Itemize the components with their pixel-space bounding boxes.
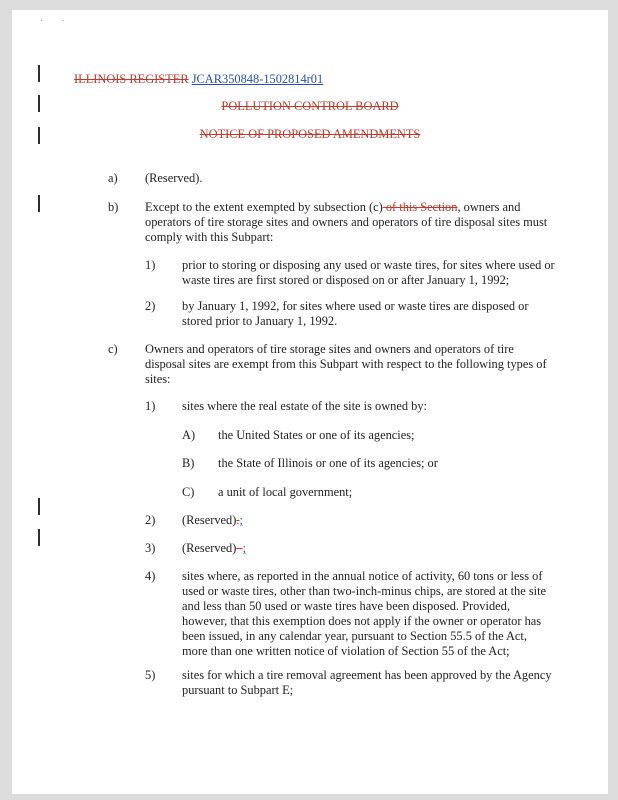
section-b-line: Except to the extent exempted by subsection (c) of this Section, owners and (145, 200, 521, 214)
subitem-text: the United States or one of its agencies; (218, 428, 415, 442)
section-c-line: Owners and operators of tire storage sites and owners and operators of tire (145, 342, 514, 356)
item-line: sites for which a tire removal agreement has been approved by the Agency (182, 668, 552, 682)
item-label: 2) (145, 513, 156, 527)
section-c-line: disposal sites are exempt from this Subpart with respect to the following types of (145, 357, 547, 371)
change-bar (38, 65, 40, 82)
subitem-label: A) (182, 428, 196, 442)
subitem-label: C) (182, 485, 195, 499)
register-inserted: JCAR350848-1502814r01 (191, 72, 324, 86)
item-label: 5) (145, 668, 156, 682)
subitem-text: the State of Illinois or one of its agencies; or (218, 456, 438, 470)
item-label: 4) (145, 569, 156, 583)
section-a-label: a) (108, 171, 118, 185)
item-line: prior to storing or disposing any used or waste tires, for sites where used or (182, 258, 555, 272)
item-line: used or waste tires, other than two-inch-minus chips, are stored at the site (182, 584, 547, 598)
item-label: 2) (145, 299, 156, 313)
item-line: sites where the real estate of the site is owned by: (182, 399, 427, 413)
item-line: waste tires are first stored or disposed on or after January 1, 1992; (182, 273, 510, 287)
change-bar (38, 195, 40, 212)
register-deleted: ILLINOIS REGISTER (74, 72, 189, 86)
section-c-line: sites: (145, 372, 171, 386)
item-line: (Reserved)–; (182, 541, 247, 555)
item-line: (Reserved).; (182, 513, 243, 527)
scan-artifact: ·· (40, 16, 83, 27)
subitem-text: a unit of local government; (218, 485, 353, 499)
document-page (12, 10, 608, 794)
section-a-text: (Reserved). (145, 171, 203, 185)
item-label: 1) (145, 258, 156, 272)
notice-title: NOTICE OF PROPOSED AMENDMENTS (199, 127, 421, 141)
item-line: more than one written notice of violation of Section 55 of the Act; (182, 644, 510, 658)
item-line: sites where, as reported in the annual notice of activity, 60 tons or less of (182, 569, 543, 583)
subitem-label: B) (182, 456, 195, 470)
section-c-label: c) (108, 342, 118, 356)
item-line: pursuant to Subpart E; (182, 683, 294, 697)
change-bar (38, 529, 40, 546)
section-b-label: b) (108, 200, 119, 214)
item-line: by January 1, 1992, for sites where used or waste tires are disposed or (182, 299, 529, 313)
section-b-line: comply with this Subpart: (145, 230, 274, 244)
item-label: 1) (145, 399, 156, 413)
item-label: 3) (145, 541, 156, 555)
item-line: stored prior to January 1, 1992. (182, 314, 338, 328)
board-title: POLLUTION CONTROL BOARD (221, 99, 399, 113)
change-bar (38, 498, 40, 515)
section-b-line: operators of tire storage sites and owners and operators of tire disposal sites must (145, 215, 548, 229)
register-header (74, 72, 323, 87)
item-line: and less than 50 used or waste tires have been disposed. Provided, (182, 599, 510, 613)
item-line: been issued, in any calendar year, pursuant to Section 55.5 of the Act, (182, 629, 527, 643)
item-line: however, that this exemption does not apply if the owner or operator has (182, 614, 542, 628)
